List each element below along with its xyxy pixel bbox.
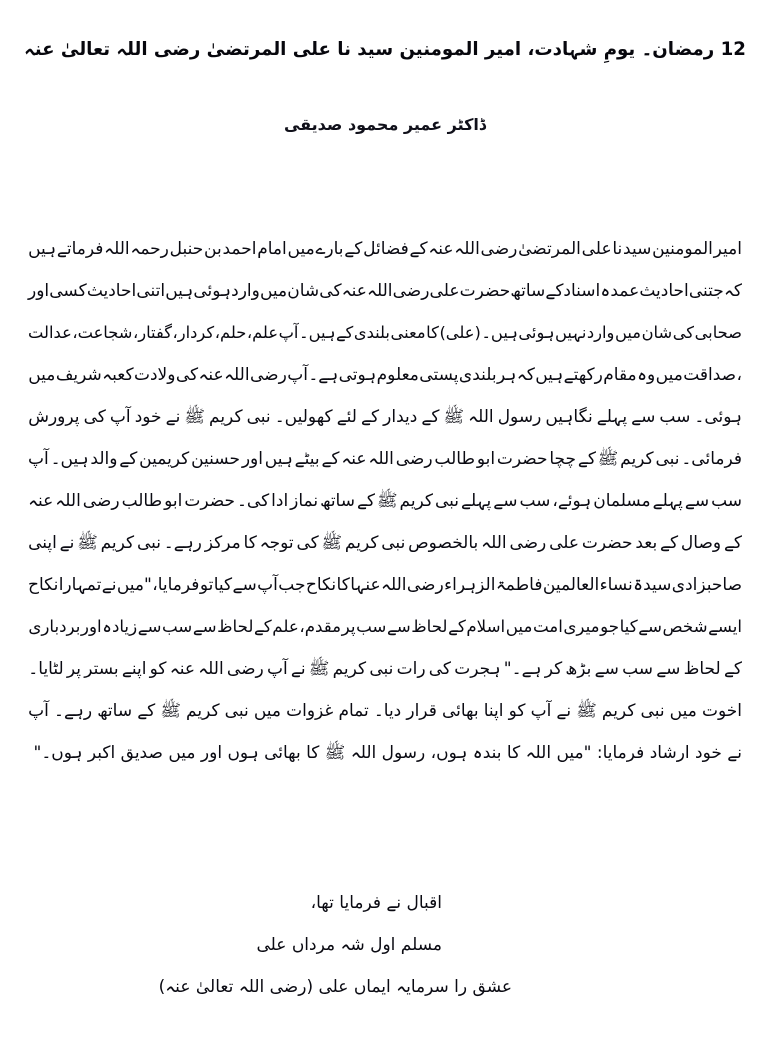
- body-word: کو: [149, 659, 167, 679]
- body-word: کا: [336, 575, 350, 595]
- body-word: آپ: [28, 701, 49, 721]
- body-word: ہوئی۔: [694, 407, 742, 427]
- body-word: عدالت: [28, 323, 72, 342]
- body-word: کا: [426, 323, 439, 342]
- body-word: کریم: [100, 533, 135, 553]
- body-word: کے: [723, 533, 742, 553]
- body-word: سے: [137, 617, 162, 636]
- page-title: 21 رمضان۔ یومِ شہادت، امیر المومنین سید نا علی المرتضیٰ رضی اللہ تعالیٰ عنہ: [24, 39, 746, 60]
- body-word: علی: [581, 239, 612, 259]
- body-word: پہلے: [652, 491, 683, 511]
- body-word: ہوتی: [338, 365, 377, 385]
- body-word: کے: [723, 659, 742, 679]
- body-word: سے: [386, 617, 411, 636]
- body-word: ،: [736, 365, 742, 385]
- body-word: سے: [232, 575, 257, 595]
- body-word: عمدہ: [600, 281, 640, 301]
- body-word: ہے۔": [503, 659, 542, 679]
- body-word: کریم: [344, 533, 379, 553]
- body-word: کے: [660, 533, 679, 553]
- body-word: عنہا: [350, 575, 381, 595]
- body-word: شان: [641, 323, 673, 342]
- body-word: کریم: [209, 407, 243, 427]
- body-word: رات: [396, 659, 426, 679]
- body-word: ایسے: [708, 617, 742, 636]
- body-word: آپ: [278, 323, 299, 342]
- body-word: نساء: [599, 575, 633, 595]
- body-word: نماز: [290, 491, 319, 511]
- body-word: "میں: [116, 575, 152, 595]
- body-word: ہیں۔: [299, 323, 336, 342]
- body-word: والد: [90, 449, 118, 469]
- body-word: مرکز: [204, 533, 241, 553]
- body-word: اللہ: [381, 575, 407, 595]
- body-word: اپنی: [28, 533, 57, 553]
- body-line: [28, 480, 742, 522]
- body-word: صداقت: [683, 365, 737, 385]
- body-word: وہ: [637, 365, 656, 385]
- body-word: اسلام: [466, 617, 506, 636]
- body-word: کو: [508, 701, 526, 721]
- body-word: المومنین: [652, 239, 713, 259]
- body-line: [28, 690, 742, 732]
- body-word: کریم: [186, 701, 220, 721]
- body-word: میں: [655, 365, 683, 385]
- body-word: توجہ: [259, 533, 294, 553]
- body-word: نے: [165, 407, 181, 427]
- body-word: شان: [287, 281, 320, 301]
- body-word: نکاح: [305, 575, 337, 595]
- body-word: پرورش: [28, 407, 80, 427]
- body-word: علی: [429, 281, 460, 301]
- body-word: پستی: [419, 365, 459, 385]
- body-word: کریمین: [139, 449, 190, 469]
- body-word: بلندی: [458, 365, 497, 385]
- body-word: کا: [243, 533, 257, 553]
- body-word: شخص: [662, 617, 708, 636]
- body-word: حضرت: [459, 281, 511, 301]
- body-word: سے: [594, 659, 619, 679]
- body-word: کیا: [213, 575, 233, 595]
- body-word: ﷺ: [308, 659, 330, 679]
- body-word: فاطمۃ: [495, 575, 543, 595]
- body-word: کریم: [601, 701, 636, 721]
- body-word: رضی: [249, 365, 287, 385]
- body-word: اللہ: [367, 281, 393, 301]
- body-word: اللہ: [454, 239, 480, 259]
- body-word: سید: [623, 239, 652, 259]
- body-word: قرار: [406, 701, 437, 721]
- closing-block: [28, 882, 742, 1008]
- body-word: حضرت: [581, 533, 633, 553]
- body-word: شریف: [55, 365, 102, 385]
- body-word: علم،: [246, 323, 279, 342]
- body-word: کہ: [723, 281, 742, 301]
- body-word: میں: [669, 701, 697, 721]
- body-word: کی۔: [236, 491, 270, 511]
- body-word: ﷺ: [321, 533, 343, 553]
- body-word: رضی: [82, 491, 120, 511]
- body-word: ہوئے،: [552, 491, 592, 511]
- body-word: سب: [356, 617, 387, 636]
- body-word: میں: [505, 617, 533, 636]
- body-word: اللہ: [481, 533, 507, 553]
- body-word: ﷺ: [160, 701, 181, 721]
- body-word: کریم: [399, 491, 434, 511]
- body-word: عنہ: [341, 281, 367, 301]
- body-word: میں: [259, 281, 288, 301]
- body-word: خود: [134, 407, 162, 427]
- body-word: اپنا: [483, 701, 504, 721]
- body-line: [28, 522, 742, 564]
- body-word: کیا: [619, 617, 638, 636]
- body-word: لئے: [336, 407, 357, 427]
- body-line: [28, 354, 742, 396]
- body-word: رہے۔: [163, 533, 202, 553]
- body-word: اپنے: [121, 659, 147, 679]
- body-word: تو: [199, 575, 214, 595]
- body-word: امام: [257, 239, 287, 259]
- body-word: اللہ: [198, 659, 224, 679]
- body-word: زیادہ: [102, 617, 138, 636]
- body-word: سے: [493, 491, 518, 511]
- body-word: سے: [192, 617, 217, 636]
- body-word: چچا: [549, 449, 577, 469]
- body-word: اور: [28, 281, 50, 301]
- body-word: ولادت: [133, 365, 176, 385]
- body-word: ساتھ: [510, 281, 546, 301]
- verse-line-2: عشق را سرمایہ ایماں علی (رضی اللہ تعالیٰ عنہ): [158, 977, 512, 997]
- body-word: پہلے: [596, 407, 628, 427]
- body-word: کردار،: [172, 323, 215, 342]
- body-word: ہیں: [264, 449, 293, 469]
- body-word: رسول: [497, 407, 542, 427]
- body-word: کے: [361, 407, 380, 427]
- body-word: العالمین: [542, 575, 600, 595]
- author-byline: ڈاکٹر عمیر محمود صدیقی: [283, 115, 487, 134]
- body-word: کے: [421, 407, 440, 427]
- body-word: ﷺ: [576, 701, 597, 721]
- body-word: ﷺ: [376, 491, 398, 511]
- body-word: حسنین: [191, 449, 240, 469]
- verse-line-1: مسلم اول شہ مرداں علی: [256, 935, 442, 955]
- body-word: سب: [161, 617, 193, 636]
- body-word: اللہ: [55, 491, 81, 511]
- body-word: وصال: [680, 533, 722, 553]
- body-word: سب: [711, 491, 742, 511]
- body-word: آپ: [530, 701, 552, 721]
- body-line: [28, 228, 742, 270]
- title-block: [18, 36, 752, 64]
- body-word: جب: [278, 575, 306, 595]
- body-word: کی: [319, 281, 342, 301]
- body-word: نبی: [369, 659, 394, 679]
- body-word: تمہارا: [58, 575, 102, 595]
- body-word: سیدۃ: [633, 575, 672, 595]
- body-word: رضی: [395, 449, 433, 469]
- body-word: کے: [448, 617, 466, 636]
- body-word: میں: [253, 701, 281, 721]
- body-word: نبی: [435, 491, 460, 511]
- body-word: آپ: [287, 365, 308, 385]
- body-word: فرمایا،: [152, 575, 200, 595]
- body-word: احادیث: [86, 281, 137, 301]
- body-word: سب: [622, 659, 653, 679]
- body-word: کے: [356, 491, 376, 511]
- body-word: سے: [631, 407, 656, 427]
- body-word: بردباری: [28, 617, 81, 636]
- body-word: وارد: [231, 281, 260, 301]
- body-word: صحابی: [694, 323, 742, 342]
- body-word: اللہ: [224, 365, 250, 385]
- body-word: نے: [59, 533, 75, 553]
- body-word: لٹایا۔: [28, 659, 64, 679]
- body-word: کسی: [49, 281, 87, 301]
- body-word: کی: [175, 365, 199, 385]
- body-line: [28, 564, 742, 606]
- body-word: کے: [119, 449, 138, 469]
- body-word: کے: [344, 239, 363, 259]
- body-word: ﷺ: [184, 407, 205, 427]
- body-word: عنہ: [169, 659, 195, 679]
- body-word: بستر: [84, 659, 119, 679]
- body-word: اتنی: [136, 281, 166, 301]
- body-word: آپ: [109, 407, 131, 427]
- body-word: مقدم،: [299, 617, 342, 636]
- body-word: بعد: [635, 533, 658, 553]
- body-word: ساتھ: [97, 701, 133, 721]
- body-word: طالب: [121, 491, 163, 511]
- body-word: کی: [428, 659, 452, 679]
- body-word: نبی: [655, 449, 680, 469]
- body-line: [28, 648, 742, 690]
- body-word: بن: [204, 239, 222, 259]
- body-word: نگاہیں: [545, 407, 593, 427]
- body-word: دیدار: [383, 407, 418, 427]
- body-word: لحاظ: [411, 617, 448, 636]
- body-word: آپ: [266, 659, 288, 679]
- body-word: وارد: [586, 323, 615, 342]
- body-word: کی: [83, 407, 106, 427]
- body-word: حنبل: [169, 239, 204, 259]
- body-word: کے: [577, 449, 596, 469]
- body-word: سب: [519, 491, 551, 511]
- body-word: عنہ: [428, 239, 454, 259]
- body-word: عنہ: [198, 365, 224, 385]
- body-word: بیٹے: [294, 449, 320, 469]
- body-word: نے: [101, 575, 117, 595]
- body-word: نا: [612, 239, 623, 259]
- body-word: پہلے: [461, 491, 492, 511]
- body-word: معلوم: [376, 365, 419, 385]
- body-word: جتنی: [688, 281, 724, 301]
- body-word: صاحبزادی: [671, 575, 742, 595]
- body-word: ہیں۔: [50, 449, 89, 469]
- body-word: ہیں: [28, 239, 57, 259]
- body-word: کے: [137, 701, 156, 721]
- body-word: کی: [672, 323, 695, 342]
- body-word: اخوت: [701, 701, 742, 721]
- body-word: کعبہ: [102, 365, 134, 385]
- body-word: امت: [532, 617, 563, 636]
- body-line: [28, 438, 742, 480]
- body-word: حضرت: [496, 449, 548, 469]
- body-word: ہے۔: [308, 365, 339, 385]
- body-word: ہجرت: [454, 659, 501, 679]
- body-word: مسلمان: [593, 491, 651, 511]
- body-word: پر: [66, 659, 82, 679]
- body-word: رضی: [226, 659, 264, 679]
- body-word: اللہ: [104, 239, 130, 259]
- body-word: رحمہ: [130, 239, 169, 259]
- body-word: احمد: [222, 239, 257, 259]
- body-word: تمام: [338, 701, 369, 721]
- body-word: طالب: [434, 449, 475, 469]
- body-word: اور: [241, 449, 263, 469]
- body-word: بڑھ: [565, 659, 592, 679]
- body-word: کے: [335, 323, 354, 342]
- body-word: معنی: [390, 323, 426, 342]
- body-word: حلم،: [214, 323, 247, 342]
- body-word: کے: [253, 617, 272, 636]
- body-word: نبی: [224, 701, 249, 721]
- body-line: [28, 270, 742, 312]
- body-line: نے خود ارشاد فرمایا: "میں اللہ کا بندہ ہوں، رسول اللہ ﷺ کا بھائی ہوں اور میں صدیق اکبر ہوں۔": [33, 743, 742, 763]
- body-word: سے: [684, 491, 710, 511]
- body-word: میری: [563, 617, 600, 636]
- body-word: عنہ: [341, 449, 367, 469]
- body-word: ہیں: [535, 365, 564, 385]
- body-word: آپ: [28, 449, 49, 469]
- body-word: نبی: [136, 533, 161, 553]
- body-word: امیر: [713, 239, 742, 259]
- article-body: [28, 228, 742, 774]
- body-word: ﷺ: [443, 407, 465, 427]
- body-word: ادا: [271, 491, 289, 511]
- body-word: رضی: [480, 239, 518, 259]
- body-word: لحاظ: [683, 659, 721, 679]
- body-word: بھائی: [441, 701, 479, 721]
- body-word: رضی: [406, 575, 444, 595]
- body-word: رضی: [392, 281, 430, 301]
- body-word: رضی: [509, 533, 547, 553]
- body-word: سے: [656, 659, 681, 679]
- body-word: فضائل: [363, 239, 409, 259]
- body-word: نہیں: [554, 323, 587, 342]
- body-word: نے: [290, 659, 306, 679]
- body-word: الزہراء: [444, 575, 496, 595]
- body-word: کہ: [516, 365, 535, 385]
- body-word: سے: [638, 617, 662, 636]
- body-word: ہر: [497, 365, 517, 385]
- body-word: علی: [549, 533, 580, 553]
- body-word: کر: [544, 659, 563, 679]
- body-word: پر: [341, 617, 356, 636]
- body-word: ابو: [164, 491, 183, 511]
- body-word: کھولیں۔: [274, 407, 333, 427]
- body-word: میں: [287, 239, 315, 259]
- body-word: کی: [296, 533, 319, 553]
- body-word: عنہ: [28, 491, 54, 511]
- body-word: ہوئی: [193, 281, 232, 301]
- body-word: سب: [659, 407, 691, 427]
- body-word: غزوات: [286, 701, 334, 721]
- body-word: کریم: [332, 659, 367, 679]
- body-word: احادیث: [639, 281, 689, 301]
- body-word: بارے: [315, 239, 344, 259]
- body-word: (علی): [439, 323, 481, 342]
- body-word: ساتھ: [320, 491, 355, 511]
- body-word: مقام: [603, 365, 637, 385]
- body-word: جو: [600, 617, 620, 636]
- body-word: نکاح: [28, 575, 59, 595]
- body-word: ابو: [476, 449, 496, 469]
- body-word: ہیں۔: [481, 323, 518, 342]
- body-word: اللہ: [468, 407, 494, 427]
- body-word: شجاعت،: [72, 323, 133, 342]
- body-word: رہے۔: [53, 701, 93, 721]
- body-word: لحاظ: [217, 617, 254, 636]
- body-word: ہیں: [165, 281, 194, 301]
- body-word: میں: [28, 365, 56, 385]
- body-word: میں: [614, 323, 642, 342]
- body-word: ہوئی: [518, 323, 555, 342]
- body-word: بالخصوص: [408, 533, 479, 553]
- body-line: [28, 396, 742, 438]
- iqbal-attribution: اقبال نے فرمایا تھا،: [310, 893, 442, 913]
- body-word: کے: [321, 449, 340, 469]
- body-word: علم: [272, 617, 299, 636]
- body-word: رکھتے: [563, 365, 603, 385]
- body-word: فرمائی۔: [681, 449, 742, 469]
- body-word: حضرت: [184, 491, 235, 511]
- body-word: اسنادکے: [545, 281, 601, 301]
- body-word: اور: [80, 617, 102, 636]
- body-word: دیا۔: [373, 701, 402, 721]
- body-line: [28, 606, 742, 648]
- body-word: آپ: [257, 575, 278, 595]
- body-word: اللہ: [368, 449, 394, 469]
- body-word: گفتار،: [132, 323, 172, 342]
- body-word: المرتضیٰ: [518, 239, 581, 259]
- body-word: کے: [409, 239, 428, 259]
- body-word: کریم: [620, 449, 654, 469]
- body-word: نبی: [640, 701, 665, 721]
- body-word: ﷺ: [597, 449, 619, 469]
- body-word: نے: [556, 701, 572, 721]
- body-word: نبی: [246, 407, 271, 427]
- body-word: بلندی: [353, 323, 390, 342]
- body-word: فرماتے: [56, 239, 104, 259]
- body-word: ﷺ: [77, 533, 98, 553]
- body-line: [28, 312, 742, 354]
- body-word: نبی: [381, 533, 406, 553]
